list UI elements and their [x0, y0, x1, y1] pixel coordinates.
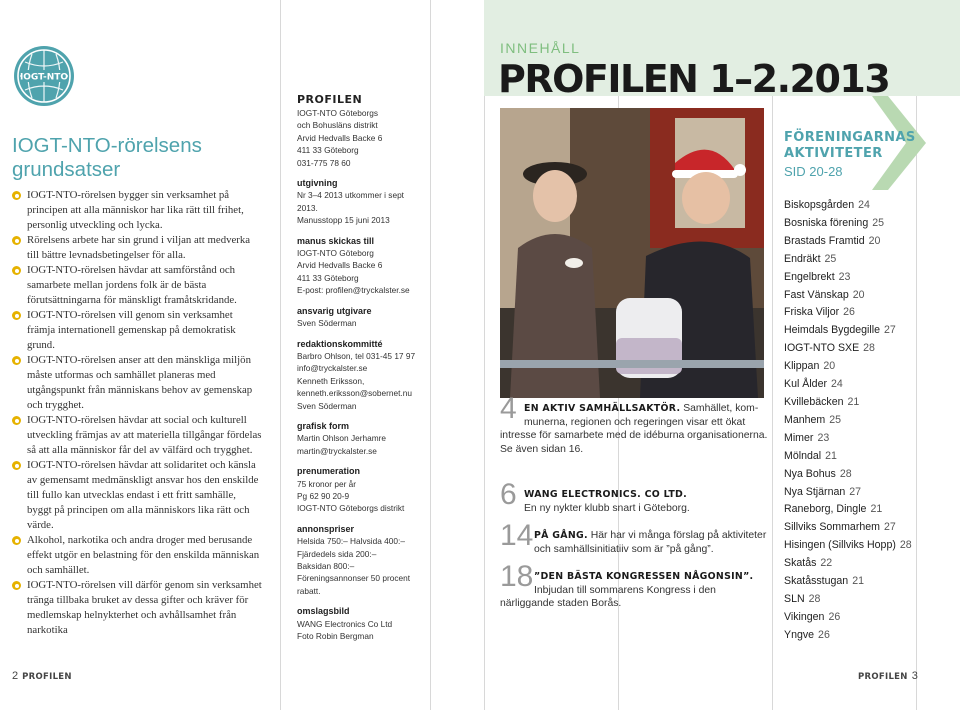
principle-text: IOGT-NTO-rörelsen hävdar att solidaritet och känsla av gemensamt medmänskligt ansvar hos den enskilde till fullo kan utvecklas endast i ett fritt samhälle, byggt på principen om alla människors lika rätt och värde. [27, 459, 259, 531]
item-text: En ny nykter klubb snart i Göteborg. [524, 502, 690, 514]
activity-page: 23 [817, 431, 830, 444]
activity-name: Biskopsgården [784, 199, 855, 211]
activity-item[interactable] [784, 627, 944, 645]
activity-name: Friska Viljor [784, 306, 840, 319]
activity-item[interactable] [784, 358, 944, 376]
item-page-number: 6 [500, 478, 517, 511]
page-number: 2 [12, 670, 19, 682]
bullet-icon [12, 461, 21, 470]
activity-item[interactable] [784, 287, 944, 305]
activity-page: 21 [870, 503, 883, 516]
folio-label: PROFILEN [22, 672, 72, 682]
activity-page: 21 [847, 395, 860, 408]
activity-name: Vikingen [784, 610, 825, 623]
principle-text: IOGT-NTO-rörelsen vill därför genom sin verksamhet tränga tillbaka bruket av dessa gifter och kräver för medlemskap helnykterhet och avhållsamhet från narkotika [27, 579, 262, 636]
publisher-address [297, 107, 427, 169]
activity-item[interactable] [784, 519, 944, 537]
item-text: munerna, regionen och regeringen visar ett ökat [524, 416, 746, 428]
activity-page: 20 [852, 288, 865, 301]
principle-item [12, 413, 262, 458]
colophon-section-annonspriser [297, 523, 427, 597]
activity-name: Nya Stjärnan [784, 485, 846, 498]
section-heading: annonspriser [297, 523, 355, 534]
activity-name: Sillviks Sommarhem [784, 521, 880, 534]
section-line: Pg 62 90 20-9 [297, 490, 350, 501]
colophon-section-utgivare [297, 305, 427, 330]
activity-page: 27 [849, 485, 862, 498]
principle-text: IOGT-NTO-rörelsen bygger sin verksamhet på principen att alla människor har lika rätt till frihet, personlig utveckling och lycka. [27, 189, 244, 231]
activity-page: 26 [818, 628, 830, 641]
section-heading: ansvarig utgivare [297, 305, 372, 316]
activity-item[interactable] [784, 322, 944, 340]
activity-item[interactable] [784, 269, 944, 287]
principle-item [12, 308, 262, 353]
activity-item[interactable] [784, 251, 944, 269]
activity-page: 28 [863, 342, 875, 355]
item-text: Inbjudan till sommarens Kongress i den närliggande staden Borås. [500, 584, 716, 609]
contents-item-14[interactable] [500, 519, 770, 556]
activity-name: Mölndal [784, 449, 822, 462]
principle-item [12, 188, 262, 233]
principle-item [12, 233, 262, 263]
cover-photo [500, 108, 764, 398]
principle-text: IOGT-NTO-rörelsen hävdar att samförstånd och samarbete mellan jordens folk är de bästa förutsättningarna för mänskligt framåtskridande. [27, 264, 237, 306]
activity-item[interactable] [784, 233, 944, 251]
section-heading: omslagsbild [297, 606, 350, 617]
activity-item[interactable] [784, 484, 944, 502]
activity-item[interactable] [784, 412, 944, 430]
section-heading: redaktionskommitté [297, 338, 383, 349]
section-line: Arvid Hedvalls Backe 6 [297, 260, 383, 271]
activities-title: FÖRENINGARNAS AKTIVITETER [784, 130, 916, 161]
section-line: 75 kronor per år [297, 478, 357, 489]
activity-page: 21 [825, 449, 837, 462]
activity-name: Fast Vänskap [784, 288, 849, 301]
activity-name: Skatåsstugan [784, 575, 849, 588]
activity-item[interactable] [784, 609, 944, 627]
activity-page: 21 [852, 575, 864, 588]
activity-name: Manhem [784, 413, 826, 426]
phone-number: 031-775 78 60 [297, 157, 351, 168]
activity-page: 28 [839, 467, 852, 480]
section-line: Fjärdedels sida 200:– [297, 548, 377, 559]
bullet-icon [12, 191, 21, 200]
section-line: Manusstopp 15 juni 2013 [297, 215, 390, 226]
section-line: E-post: profilen@tryckalster.se [297, 285, 410, 296]
section-line: Föreningsannonser 50 procent [297, 573, 411, 584]
folio-left [12, 670, 72, 682]
item-heading: PÅ GÅNG. [534, 530, 588, 541]
activity-name: Nya Bohus [784, 467, 836, 480]
activity-name: Mimer [784, 431, 814, 444]
column-rule [430, 0, 431, 710]
activity-name: Raneborg, Dingle [784, 503, 867, 516]
address-line: och Bohusläns distrikt [297, 120, 378, 131]
activity-item[interactable] [784, 430, 944, 448]
activity-name: Kul Ålder [784, 378, 827, 391]
activity-name: Brastads Framtid [784, 234, 865, 247]
item-page-number: 4 [500, 392, 517, 425]
section-line: WANG Electronics Co Ltd [297, 618, 393, 629]
item-text: Här har vi många förslag på aktiviteter [590, 530, 767, 541]
activity-page: 24 [831, 378, 843, 391]
section-heading: manus skickas till [297, 235, 375, 246]
bullet-icon [12, 311, 21, 320]
principle-text: Alkohol, narkotika och andra droger med berusande effekt utgör en belastning för den enskilda människan och samhället. [27, 534, 260, 576]
colophon-section-redaktion [297, 338, 427, 412]
activity-name: Hisingen (Sillviks Hopp) [784, 539, 896, 552]
activity-item[interactable] [784, 376, 944, 394]
column-rule [772, 0, 773, 710]
section-line: Martin Ohlson Jerhamre [297, 433, 386, 444]
section-line: info@tryckalster.se [297, 363, 368, 374]
bullet-icon [12, 236, 21, 245]
logo-text: IOGT-NTO [19, 72, 69, 83]
item-page-number: 14 [500, 519, 534, 552]
principle-item [12, 263, 262, 308]
activities-subtitle: SID 20-28 [784, 164, 843, 179]
activity-page: 25 [872, 216, 885, 229]
column-rule [484, 0, 485, 710]
activity-page: 28 [808, 592, 821, 605]
principle-text: Rörelsens arbete har sin grund i viljan att medverka till bättre levnadsbetingelser för alla. [27, 234, 251, 261]
activity-item[interactable] [784, 340, 944, 358]
section-line: martin@tryckalster.se [297, 445, 377, 456]
activity-page: 25 [829, 413, 842, 426]
section-line: Baksidan 800:– [297, 561, 355, 571]
colophon-section-manus [297, 235, 427, 297]
activity-page: 26 [843, 306, 855, 319]
section-line: Nr 3–4 2013 utkommer i sept 2013. [297, 190, 404, 213]
principles-list [12, 188, 262, 638]
activity-item[interactable] [784, 573, 944, 591]
section-line: 411 33 Göteborg [297, 272, 359, 283]
activity-name: Bosniska förening [784, 216, 869, 229]
item-text: Samhället, kom- [683, 403, 759, 414]
folio-label: PROFILEN [858, 672, 908, 682]
contents-kicker: INNEHÅLL [500, 40, 581, 56]
colophon-section-utgivning [297, 177, 427, 227]
activity-item[interactable] [784, 304, 944, 322]
principle-text: IOGT-NTO-rörelsen hävdar att social och kulturell utveckling främjas av att materiella tillgångar fördelas så att alla människor får del av välfärd och trygghet. [27, 414, 262, 456]
activity-page: 26 [828, 610, 841, 623]
activity-name: SLN [784, 592, 805, 605]
colophon-section-omslagsbild [297, 605, 427, 642]
section-line: Helsida 750:– Halvsida 400:– [297, 536, 405, 547]
column-rule [280, 0, 281, 710]
activity-name: Kvillebäcken [784, 395, 844, 408]
bullet-icon [12, 266, 21, 275]
activity-page: 25 [824, 252, 837, 265]
activity-page: 28 [899, 539, 912, 552]
issue-title: PROFILEN 1–2.2013 [498, 57, 890, 101]
contents-item-6[interactable] [500, 478, 770, 515]
principle-text: IOGT-NTO-rörelsen vill genom sin verksamhet främja internationell gemenskap på demokratisk grund. [27, 309, 236, 351]
iogt-nto-logo [12, 44, 76, 108]
activity-name: Endräkt [784, 252, 821, 265]
item-heading: WANG ELECTRONICS. CO LTD. [524, 489, 687, 500]
colophon [297, 92, 427, 642]
principle-item [12, 578, 262, 638]
activity-page: 20 [868, 234, 881, 247]
folio-right [858, 670, 918, 682]
section-line: rabatt. [297, 585, 321, 596]
section-line: IOGT-NTO Göteborgs distrikt [297, 503, 405, 514]
section-line: IOGT-NTO Göteborg [297, 248, 374, 259]
principles-title: IOGT-NTO-rörelsens grundsatser [12, 134, 202, 181]
activity-item[interactable] [784, 394, 944, 412]
item-heading: EN AKTIV SAMHÄLLSAKTÖR. [524, 403, 681, 414]
item-page-number: 18 [500, 560, 534, 593]
activity-page: 20 [823, 360, 836, 373]
item-text: och samhällsinitiatiiv som är ”på gång”. [534, 543, 714, 555]
bullet-icon [12, 416, 21, 425]
section-line: Sven Söderman [297, 318, 357, 329]
activity-item[interactable] [784, 466, 944, 484]
masthead: PROFILEN [297, 93, 363, 106]
section-line: Barbro Ohlson, tel 031-45 17 97 [297, 350, 416, 361]
contents-item-18[interactable] [500, 560, 770, 611]
section-line: Sven Söderman [297, 400, 357, 411]
activities-list [784, 197, 944, 645]
principle-item [12, 533, 262, 578]
page-number: 3 [911, 670, 918, 682]
activity-name: Engelbrekt [784, 270, 835, 283]
bullet-icon [12, 356, 21, 365]
activity-name: Heimdals Bygdegille [784, 324, 880, 337]
item-text: intresse för samarbete med de idéburna organisationerna. Se även sidan 16. [500, 430, 768, 455]
section-heading: prenumeration [297, 466, 361, 477]
section-line: Kenneth Eriksson, [297, 375, 365, 386]
contents-item-4[interactable] [500, 392, 770, 456]
activity-page: 27 [883, 324, 896, 337]
address-line: 411 33 Göteborg [297, 145, 359, 156]
activity-item[interactable] [784, 197, 944, 215]
activity-item[interactable] [784, 555, 944, 573]
bullet-icon [12, 581, 21, 590]
principle-item [12, 353, 262, 413]
activity-page: 23 [838, 270, 851, 283]
activity-item[interactable] [784, 215, 944, 233]
section-line: kenneth.eriksson@sobernet.nu [297, 388, 412, 399]
principle-item [12, 458, 262, 533]
item-heading: ”DEN BÄSTA KONGRESSEN NÅGONSIN”. [534, 571, 754, 582]
activity-page: 24 [858, 199, 870, 211]
activity-item[interactable] [784, 537, 944, 555]
activity-name: IOGT-NTO SXE [784, 342, 860, 355]
activity-item[interactable] [784, 448, 944, 466]
colophon-section-grafisk [297, 420, 427, 457]
activity-item[interactable] [784, 591, 944, 609]
activity-page: 27 [883, 521, 896, 534]
section-line: Foto Robin Bergman [297, 631, 374, 642]
address-line: IOGT-NTO Göteborgs [297, 108, 378, 118]
activity-name: Skatås [784, 557, 817, 570]
section-heading: grafisk form [297, 420, 350, 431]
bullet-icon [12, 536, 21, 545]
activity-name: Klippan [784, 360, 820, 373]
activity-name: Yngve [784, 628, 815, 641]
activity-item[interactable] [784, 501, 944, 519]
address-line: Arvid Hedvalls Backe 6 [297, 132, 383, 143]
principle-text: IOGT-NTO-rörelsen anser att den mänskliga miljön måste utformas och samhället planeras med utgångspunkt från människans behov av gemenskap och trygghet. [27, 354, 253, 411]
section-heading: utgivning [297, 178, 338, 189]
colophon-section-prenumeration [297, 465, 427, 515]
activity-page: 22 [820, 557, 833, 570]
